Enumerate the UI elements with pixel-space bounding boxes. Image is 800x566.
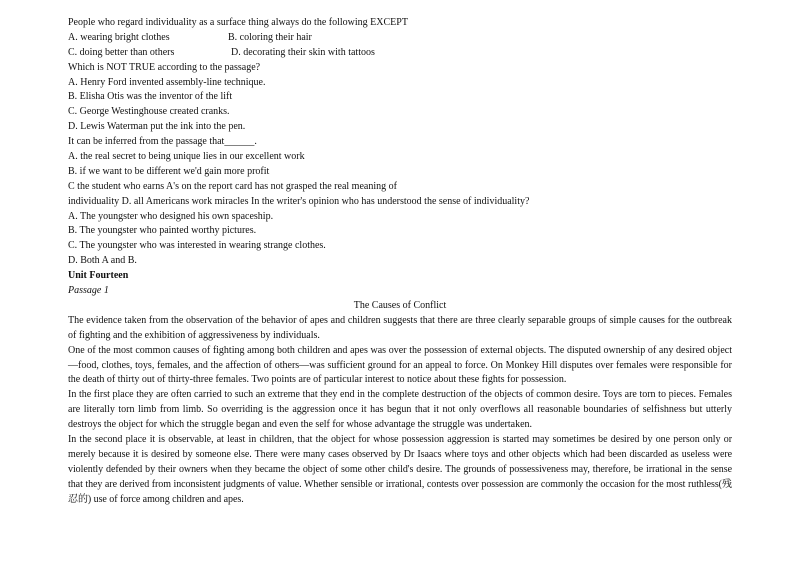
option-c: C the student who earns A's on the report card has not grasped the real meaning of bbox=[68, 180, 397, 192]
question-stem: Which is NOT TRUE according to the passage? bbox=[68, 61, 261, 73]
option-c: C. doing better than others bbox=[68, 46, 175, 58]
option-a: A. The youngster who designed his own spaceship. bbox=[68, 210, 274, 222]
passage-title: The Causes of Conflict bbox=[353, 299, 447, 311]
passage-label: Passage 1 bbox=[68, 285, 109, 297]
option-d: D. Lewis Waterman put the ink into the pen. bbox=[68, 121, 246, 133]
option-a: A. wearing bright clothes bbox=[68, 31, 170, 43]
question-stem: It can be inferred from the passage that______. bbox=[68, 136, 257, 148]
option-a: A. Henry Ford invented assembly-line technique. bbox=[68, 76, 266, 88]
question-stem: People who regard individuality as a surface thing always do the following EXCEPT bbox=[68, 17, 408, 28]
option-b: B. The youngster who painted worthy pictures. bbox=[68, 225, 257, 237]
paragraph: In the second place it is observable, at least in children, that the object for whose possession aggression is started may sometimes be desired by one person only or merely because it is desired by someone else. There were many cases observed by Dr Isaacs where toys and other objects which had been discarded as useless were violently defended by their owners when they became the object of some other child's desire. The grounds of possessiveness may, therefore, be irrational in the sense that they are derived from inconsistent judgments of value. Whether sensible or irrational, contests over possession are commonly the occasion for the most ruthless(残忍的) use of force among children and apes. bbox=[68, 434, 732, 505]
option-d: D. Both A and B. bbox=[68, 255, 137, 267]
option-a: A. the real secret to being unique lies in our excellent work bbox=[68, 151, 305, 163]
option-row bbox=[68, 46, 732, 61]
document-page bbox=[68, 16, 732, 508]
paragraph: The evidence taken from the observation of the behavior of apes and children suggests that there are three clearly separable groups of simple causes for the outbreak of fighting and the exhibition of aggressiveness by individuals. bbox=[68, 314, 732, 341]
option-row bbox=[68, 31, 732, 46]
option-c: C. George Westinghouse created cranks. bbox=[68, 106, 230, 118]
unit-heading: Unit Fourteen bbox=[68, 270, 129, 282]
option-d: D. decorating their skin with tattoos bbox=[231, 46, 375, 58]
option-c: C. The youngster who was interested in wearing strange clothes. bbox=[68, 240, 326, 252]
paragraph: One of the most common causes of fighting among both children and apes was over the possession of external objects. The disputed ownership of any desired object—food, clothes, toys, females, and the affection of others—was sufficient ground for an appeal to force. On Monkey Hill disputes over females were responsible for the death of thirty out of thirty-three females. Two points are of particular interest to notice about these fights for possession. bbox=[68, 344, 732, 386]
option-b: B. Elisha Otis was the inventor of the lift bbox=[68, 91, 233, 103]
paragraph: In the first place they are often carried to such an extreme that they end in the complete destruction of the objects of common desire. Toys are torn to pieces. Females are literally torn limb from limb. So overriding is the aggression once it has begun that it not only overflows all reasonable boundaries of selfishness but utterly destroys the object for which the struggle began and even the self for whose advantage the struggle was undertaken. bbox=[68, 389, 732, 431]
option-b: B. coloring their hair bbox=[228, 31, 312, 43]
option-d-and-question-stem: individuality D. all Americans work miracles In the writer's opinion who has understood the sense of individuality? bbox=[68, 195, 530, 207]
option-b: B. if we want to be different we'd gain more profit bbox=[68, 165, 270, 177]
